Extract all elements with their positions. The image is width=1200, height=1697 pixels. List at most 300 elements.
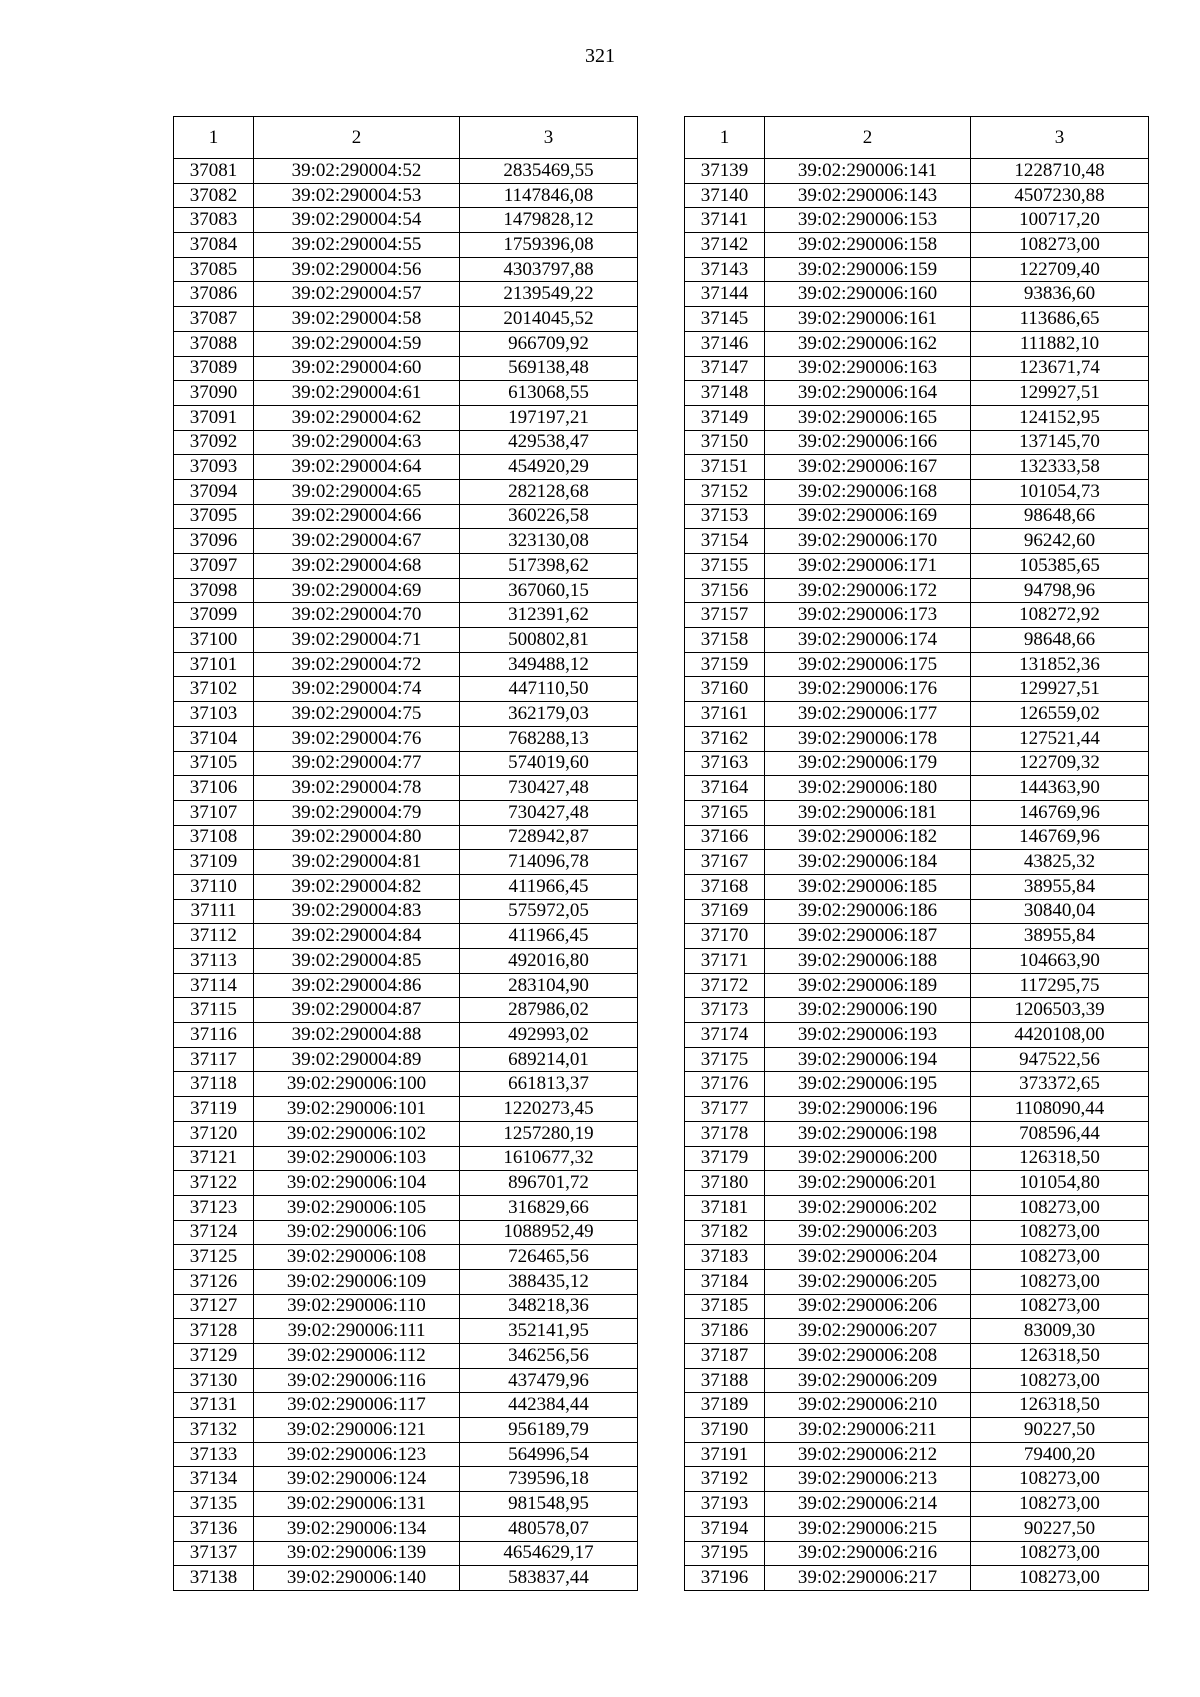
- cadastral-number-cell: 39:02:290004:71: [254, 628, 460, 653]
- cadastral-number-cell: 39:02:290006:158: [765, 233, 971, 258]
- table-row: [174, 356, 638, 381]
- value-cell: 197197,21: [460, 405, 638, 430]
- row-number-cell: 37183: [685, 1245, 765, 1270]
- cadastral-number-cell: 39:02:290004:56: [254, 257, 460, 282]
- table-row: [685, 677, 1149, 702]
- cadastral-number-cell: 39:02:290006:173: [765, 603, 971, 628]
- value-cell: 108273,00: [971, 1467, 1149, 1492]
- row-number-cell: 37161: [685, 702, 765, 727]
- row-number-cell: 37144: [685, 282, 765, 307]
- value-cell: 126318,50: [971, 1146, 1149, 1171]
- value-cell: 480578,07: [460, 1516, 638, 1541]
- row-number-cell: 37181: [685, 1195, 765, 1220]
- row-number-cell: 37116: [174, 1023, 254, 1048]
- value-cell: 108273,00: [971, 1541, 1149, 1566]
- table-row: [685, 1195, 1149, 1220]
- cadastral-number-cell: 39:02:290006:164: [765, 381, 971, 406]
- cadastral-number-cell: 39:02:290004:70: [254, 603, 460, 628]
- table-row: [174, 1492, 638, 1517]
- cadastral-number-cell: 39:02:290006:140: [254, 1566, 460, 1591]
- table-row: [685, 1467, 1149, 1492]
- value-cell: 98648,66: [971, 628, 1149, 653]
- cadastral-number-cell: 39:02:290006:208: [765, 1344, 971, 1369]
- table-row: [685, 257, 1149, 282]
- row-number-cell: 37170: [685, 924, 765, 949]
- value-cell: 348218,36: [460, 1294, 638, 1319]
- row-number-cell: 37114: [174, 973, 254, 998]
- table-row: [685, 381, 1149, 406]
- row-number-cell: 37120: [174, 1121, 254, 1146]
- value-cell: 98648,66: [971, 504, 1149, 529]
- row-number-cell: 37085: [174, 257, 254, 282]
- table-row: [174, 677, 638, 702]
- row-number-cell: 37169: [685, 899, 765, 924]
- cadastral-number-cell: 39:02:290004:58: [254, 307, 460, 332]
- row-number-cell: 37156: [685, 578, 765, 603]
- cadastral-number-cell: 39:02:290006:170: [765, 529, 971, 554]
- table-row: [174, 159, 638, 184]
- column-header: 3: [460, 117, 638, 159]
- table-row: [174, 1319, 638, 1344]
- cadastral-number-cell: 39:02:290006:100: [254, 1072, 460, 1097]
- value-cell: 2835469,55: [460, 159, 638, 184]
- row-number-cell: 37137: [174, 1541, 254, 1566]
- table-row: [685, 825, 1149, 850]
- row-number-cell: 37159: [685, 652, 765, 677]
- table-row: [174, 405, 638, 430]
- value-cell: 981548,95: [460, 1492, 638, 1517]
- cadastral-number-cell: 39:02:290006:180: [765, 776, 971, 801]
- cadastral-number-cell: 39:02:290006:198: [765, 1121, 971, 1146]
- row-number-cell: 37111: [174, 899, 254, 924]
- row-number-cell: 37171: [685, 949, 765, 974]
- cadastral-number-cell: 39:02:290004:89: [254, 1047, 460, 1072]
- value-cell: 108273,00: [971, 1195, 1149, 1220]
- value-cell: 454920,29: [460, 455, 638, 480]
- row-number-cell: 37123: [174, 1195, 254, 1220]
- row-number-cell: 37167: [685, 850, 765, 875]
- value-cell: 323130,08: [460, 529, 638, 554]
- row-number-cell: 37155: [685, 554, 765, 579]
- table-row: [174, 504, 638, 529]
- row-number-cell: 37164: [685, 776, 765, 801]
- row-number-cell: 37130: [174, 1368, 254, 1393]
- row-number-cell: 37150: [685, 430, 765, 455]
- value-cell: 1147846,08: [460, 183, 638, 208]
- value-cell: 447110,50: [460, 677, 638, 702]
- row-number-cell: 37143: [685, 257, 765, 282]
- value-cell: 111882,10: [971, 331, 1149, 356]
- cadastral-number-cell: 39:02:290004:57: [254, 282, 460, 307]
- table-row: [174, 1047, 638, 1072]
- table-row: [174, 1097, 638, 1122]
- cadastral-number-cell: 39:02:290004:54: [254, 208, 460, 233]
- table-row: [685, 973, 1149, 998]
- table-row: [174, 1418, 638, 1443]
- value-cell: 105385,65: [971, 554, 1149, 579]
- row-number-cell: 37092: [174, 430, 254, 455]
- value-cell: 113686,65: [971, 307, 1149, 332]
- cadastral-number-cell: 39:02:290006:215: [765, 1516, 971, 1541]
- value-cell: 282128,68: [460, 479, 638, 504]
- row-number-cell: 37160: [685, 677, 765, 702]
- row-number-cell: 37107: [174, 800, 254, 825]
- cadastral-number-cell: 39:02:290006:189: [765, 973, 971, 998]
- table-row: [174, 1516, 638, 1541]
- row-number-cell: 37182: [685, 1220, 765, 1245]
- value-cell: 1206503,39: [971, 998, 1149, 1023]
- row-number-cell: 37119: [174, 1097, 254, 1122]
- table-row: [685, 1047, 1149, 1072]
- value-cell: 437479,96: [460, 1368, 638, 1393]
- table-row: [174, 479, 638, 504]
- row-number-cell: 37108: [174, 825, 254, 850]
- row-number-cell: 37132: [174, 1418, 254, 1443]
- value-cell: 123671,74: [971, 356, 1149, 381]
- value-cell: 411966,45: [460, 924, 638, 949]
- table-row: [174, 307, 638, 332]
- value-cell: 108273,00: [971, 1269, 1149, 1294]
- table-row: [685, 628, 1149, 653]
- row-number-cell: 37162: [685, 726, 765, 751]
- cadastral-number-cell: 39:02:290006:211: [765, 1418, 971, 1443]
- table-row: [685, 1097, 1149, 1122]
- row-number-cell: 37196: [685, 1566, 765, 1591]
- table-row: [174, 1245, 638, 1270]
- row-number-cell: 37139: [685, 159, 765, 184]
- cadastral-number-cell: 39:02:290006:117: [254, 1393, 460, 1418]
- row-number-cell: 37083: [174, 208, 254, 233]
- table-row: [685, 874, 1149, 899]
- value-cell: 492993,02: [460, 1023, 638, 1048]
- cadastral-number-cell: 39:02:290004:77: [254, 751, 460, 776]
- table-row: [685, 1368, 1149, 1393]
- cadastral-number-cell: 39:02:290006:101: [254, 1097, 460, 1122]
- table-row: [685, 1344, 1149, 1369]
- table-row: [685, 183, 1149, 208]
- cadastral-number-cell: 39:02:290004:87: [254, 998, 460, 1023]
- value-cell: 726465,56: [460, 1245, 638, 1270]
- table-row: [174, 949, 638, 974]
- table-row: [685, 1294, 1149, 1319]
- row-number-cell: 37097: [174, 554, 254, 579]
- value-cell: 947522,56: [971, 1047, 1149, 1072]
- cadastral-number-cell: 39:02:290006:182: [765, 825, 971, 850]
- cadastral-number-cell: 39:02:290006:134: [254, 1516, 460, 1541]
- cadastral-number-cell: 39:02:290006:206: [765, 1294, 971, 1319]
- row-number-cell: 37081: [174, 159, 254, 184]
- cadastral-number-cell: 39:02:290004:74: [254, 677, 460, 702]
- column-header: 2: [765, 117, 971, 159]
- value-cell: 126318,50: [971, 1344, 1149, 1369]
- value-cell: 492016,80: [460, 949, 638, 974]
- row-number-cell: 37094: [174, 479, 254, 504]
- row-number-cell: 37149: [685, 405, 765, 430]
- row-number-cell: 37105: [174, 751, 254, 776]
- row-number-cell: 37134: [174, 1467, 254, 1492]
- value-cell: 1479828,12: [460, 208, 638, 233]
- row-number-cell: 37131: [174, 1393, 254, 1418]
- value-cell: 93836,60: [971, 282, 1149, 307]
- value-cell: 129927,51: [971, 381, 1149, 406]
- value-cell: 2139549,22: [460, 282, 638, 307]
- value-cell: 2014045,52: [460, 307, 638, 332]
- table-row: [174, 430, 638, 455]
- cadastral-number-cell: 39:02:290006:108: [254, 1245, 460, 1270]
- table-row: [174, 1220, 638, 1245]
- row-number-cell: 37128: [174, 1319, 254, 1344]
- value-cell: 137145,70: [971, 430, 1149, 455]
- table-row: [685, 1146, 1149, 1171]
- cadastral-number-cell: 39:02:290006:203: [765, 1220, 971, 1245]
- value-cell: 316829,66: [460, 1195, 638, 1220]
- table-row: [685, 159, 1149, 184]
- row-number-cell: 37177: [685, 1097, 765, 1122]
- cadastral-number-cell: 39:02:290006:171: [765, 554, 971, 579]
- cadastral-number-cell: 39:02:290004:85: [254, 949, 460, 974]
- table-row: [174, 554, 638, 579]
- row-number-cell: 37152: [685, 479, 765, 504]
- value-cell: 312391,62: [460, 603, 638, 628]
- value-cell: 4420108,00: [971, 1023, 1149, 1048]
- table-row: [174, 998, 638, 1023]
- value-cell: 574019,60: [460, 751, 638, 776]
- table-row: [685, 1442, 1149, 1467]
- table-row: [685, 800, 1149, 825]
- row-number-cell: 37087: [174, 307, 254, 332]
- value-cell: 94798,96: [971, 578, 1149, 603]
- table-row: [174, 529, 638, 554]
- row-number-cell: 37146: [685, 331, 765, 356]
- table-row: [685, 924, 1149, 949]
- row-number-cell: 37158: [685, 628, 765, 653]
- cadastral-number-cell: 39:02:290006:178: [765, 726, 971, 751]
- table-row: [174, 381, 638, 406]
- row-number-cell: 37086: [174, 282, 254, 307]
- row-number-cell: 37140: [685, 183, 765, 208]
- row-number-cell: 37109: [174, 850, 254, 875]
- row-number-cell: 37193: [685, 1492, 765, 1517]
- table-row: [174, 776, 638, 801]
- value-cell: 283104,90: [460, 973, 638, 998]
- cadastral-number-cell: 39:02:290006:196: [765, 1097, 971, 1122]
- value-cell: 108273,00: [971, 1245, 1149, 1270]
- cadastral-number-cell: 39:02:290004:86: [254, 973, 460, 998]
- column-header: 1: [174, 117, 254, 159]
- table-row: [174, 874, 638, 899]
- row-number-cell: 37091: [174, 405, 254, 430]
- value-cell: 739596,18: [460, 1467, 638, 1492]
- cadastral-number-cell: 39:02:290006:131: [254, 1492, 460, 1517]
- cadastral-number-cell: 39:02:290004:82: [254, 874, 460, 899]
- table-row: [685, 1072, 1149, 1097]
- row-number-cell: 37172: [685, 973, 765, 998]
- row-number-cell: 37100: [174, 628, 254, 653]
- row-number-cell: 37135: [174, 1492, 254, 1517]
- cadastral-number-cell: 39:02:290006:116: [254, 1368, 460, 1393]
- table-row: [685, 578, 1149, 603]
- row-number-cell: 37122: [174, 1171, 254, 1196]
- value-cell: 966709,92: [460, 331, 638, 356]
- table-row: [174, 751, 638, 776]
- value-cell: 352141,95: [460, 1319, 638, 1344]
- table-row: [174, 899, 638, 924]
- table-row: [174, 1344, 638, 1369]
- value-cell: 388435,12: [460, 1269, 638, 1294]
- row-number-cell: 37099: [174, 603, 254, 628]
- value-cell: 661813,37: [460, 1072, 638, 1097]
- cadastral-number-cell: 39:02:290004:62: [254, 405, 460, 430]
- table-row: [174, 652, 638, 677]
- value-cell: 129927,51: [971, 677, 1149, 702]
- table-row: [174, 825, 638, 850]
- table-row: [685, 479, 1149, 504]
- cadastral-number-cell: 39:02:290004:65: [254, 479, 460, 504]
- value-cell: 122709,40: [971, 257, 1149, 282]
- value-cell: 575972,05: [460, 899, 638, 924]
- row-number-cell: 37165: [685, 800, 765, 825]
- cadastral-number-cell: 39:02:290004:53: [254, 183, 460, 208]
- cadastral-number-cell: 39:02:290006:184: [765, 850, 971, 875]
- row-number-cell: 37113: [174, 949, 254, 974]
- value-cell: 146769,96: [971, 800, 1149, 825]
- row-number-cell: 37184: [685, 1269, 765, 1294]
- cadastral-number-cell: 39:02:290004:61: [254, 381, 460, 406]
- cadastral-number-cell: 39:02:290004:79: [254, 800, 460, 825]
- table-row: [685, 702, 1149, 727]
- cadastral-number-cell: 39:02:290006:163: [765, 356, 971, 381]
- value-cell: 367060,15: [460, 578, 638, 603]
- value-cell: 613068,55: [460, 381, 638, 406]
- value-cell: 108273,00: [971, 1492, 1149, 1517]
- cadastral-number-cell: 39:02:290006:204: [765, 1245, 971, 1270]
- value-cell: 90227,50: [971, 1418, 1149, 1443]
- row-number-cell: 37157: [685, 603, 765, 628]
- table-row: [685, 331, 1149, 356]
- cadastral-number-cell: 39:02:290006:106: [254, 1220, 460, 1245]
- cadastral-number-cell: 39:02:290006:181: [765, 800, 971, 825]
- table-row: [685, 1121, 1149, 1146]
- value-cell: 287986,02: [460, 998, 638, 1023]
- value-cell: 956189,79: [460, 1418, 638, 1443]
- cadastral-number-cell: 39:02:290006:160: [765, 282, 971, 307]
- value-cell: 349488,12: [460, 652, 638, 677]
- value-cell: 564996,54: [460, 1442, 638, 1467]
- table-row: [174, 331, 638, 356]
- row-number-cell: 37102: [174, 677, 254, 702]
- table-row: [685, 1171, 1149, 1196]
- row-number-cell: 37168: [685, 874, 765, 899]
- cadastral-number-cell: 39:02:290006:104: [254, 1171, 460, 1196]
- value-cell: 689214,01: [460, 1047, 638, 1072]
- row-number-cell: 37121: [174, 1146, 254, 1171]
- cadastral-number-cell: 39:02:290006:202: [765, 1195, 971, 1220]
- table-row: [174, 603, 638, 628]
- table-row: [174, 1171, 638, 1196]
- table-row: [685, 998, 1149, 1023]
- row-number-cell: 37148: [685, 381, 765, 406]
- row-number-cell: 37133: [174, 1442, 254, 1467]
- cadastral-number-cell: 39:02:290004:88: [254, 1023, 460, 1048]
- table-row: [685, 1220, 1149, 1245]
- value-cell: 896701,72: [460, 1171, 638, 1196]
- cadastral-number-cell: 39:02:290006:190: [765, 998, 971, 1023]
- cadastral-number-cell: 39:02:290006:177: [765, 702, 971, 727]
- table-row: [685, 1516, 1149, 1541]
- row-number-cell: 37082: [174, 183, 254, 208]
- row-number-cell: 37185: [685, 1294, 765, 1319]
- value-cell: 583837,44: [460, 1566, 638, 1591]
- row-number-cell: 37126: [174, 1269, 254, 1294]
- cadastral-number-cell: 39:02:290006:174: [765, 628, 971, 653]
- cadastral-number-cell: 39:02:290006:112: [254, 1344, 460, 1369]
- cadastral-number-cell: 39:02:290004:84: [254, 924, 460, 949]
- row-number-cell: 37190: [685, 1418, 765, 1443]
- table-row: [685, 504, 1149, 529]
- cadastral-number-cell: 39:02:290006:200: [765, 1146, 971, 1171]
- row-number-cell: 37180: [685, 1171, 765, 1196]
- row-number-cell: 37112: [174, 924, 254, 949]
- value-cell: 1220273,45: [460, 1097, 638, 1122]
- table-row: [685, 529, 1149, 554]
- column-header: 1: [685, 117, 765, 159]
- page-number: 321: [585, 45, 615, 67]
- table-row: [685, 949, 1149, 974]
- cadastral-number-cell: 39:02:290004:59: [254, 331, 460, 356]
- value-cell: 108273,00: [971, 1368, 1149, 1393]
- value-cell: 411966,45: [460, 874, 638, 899]
- row-number-cell: 37178: [685, 1121, 765, 1146]
- cadastral-number-cell: 39:02:290006:176: [765, 677, 971, 702]
- row-number-cell: 37136: [174, 1516, 254, 1541]
- row-number-cell: 37115: [174, 998, 254, 1023]
- value-cell: 131852,36: [971, 652, 1149, 677]
- value-cell: 83009,30: [971, 1319, 1149, 1344]
- row-number-cell: 37142: [685, 233, 765, 258]
- value-cell: 30840,04: [971, 899, 1149, 924]
- value-cell: 117295,75: [971, 973, 1149, 998]
- value-cell: 124152,95: [971, 405, 1149, 430]
- row-number-cell: 37103: [174, 702, 254, 727]
- row-number-cell: 37145: [685, 307, 765, 332]
- cadastral-number-cell: 39:02:290006:105: [254, 1195, 460, 1220]
- row-number-cell: 37186: [685, 1319, 765, 1344]
- table-row: [685, 1269, 1149, 1294]
- row-number-cell: 37088: [174, 331, 254, 356]
- row-number-cell: 37096: [174, 529, 254, 554]
- value-cell: 108273,00: [971, 233, 1149, 258]
- table-row: [685, 1245, 1149, 1270]
- table-row: [174, 1368, 638, 1393]
- table-row: [685, 751, 1149, 776]
- table-row: [685, 603, 1149, 628]
- value-cell: 1108090,44: [971, 1097, 1149, 1122]
- value-cell: 4303797,88: [460, 257, 638, 282]
- row-number-cell: 37195: [685, 1541, 765, 1566]
- cadastral-number-cell: 39:02:290006:193: [765, 1023, 971, 1048]
- table-row: [685, 1492, 1149, 1517]
- cadastral-number-cell: 39:02:290006:111: [254, 1319, 460, 1344]
- table-row: [174, 800, 638, 825]
- cadastral-number-cell: 39:02:290006:194: [765, 1047, 971, 1072]
- cadastral-number-cell: 39:02:290006:168: [765, 479, 971, 504]
- row-number-cell: 37191: [685, 1442, 765, 1467]
- table-row: [174, 1393, 638, 1418]
- row-number-cell: 37154: [685, 529, 765, 554]
- cadastral-number-cell: 39:02:290004:66: [254, 504, 460, 529]
- row-number-cell: 37194: [685, 1516, 765, 1541]
- row-number-cell: 37141: [685, 208, 765, 233]
